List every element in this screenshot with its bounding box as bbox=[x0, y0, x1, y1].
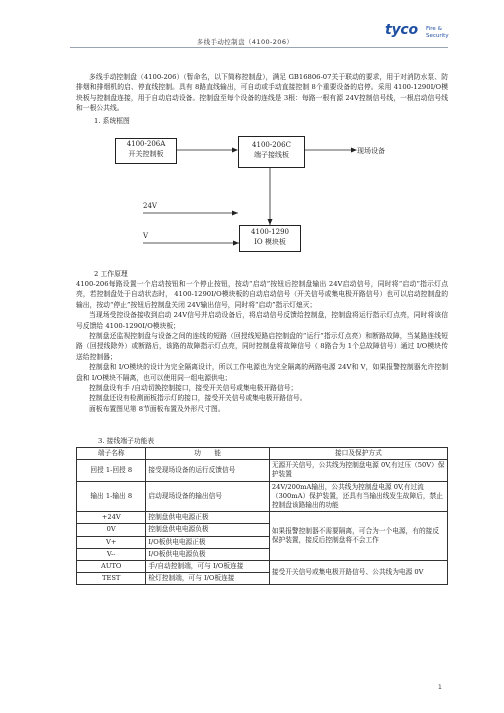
table-header-cell: 功 能 bbox=[146, 448, 269, 460]
table-cell-interface: 24V/200mA输出，公共线为控制盘电源 0V,有过流（300mA）保护装置，还具有当输出线发生故障后，禁止控制盘该路输出的功能 bbox=[269, 481, 447, 512]
logo-wordmark: tyco bbox=[385, 22, 418, 38]
table-cell-name: +24V bbox=[77, 512, 146, 524]
table-cell-interface: 无源开关信号，公共线为控制盘电源 0V,有过压（50V）保护装置 bbox=[269, 460, 447, 481]
table-row bbox=[77, 460, 448, 481]
box-c-name: 端子接线板 bbox=[254, 151, 289, 159]
label-24v: 24V bbox=[143, 202, 157, 210]
page-header-title: 多线手动控制盘（4100-206） bbox=[196, 38, 294, 46]
label-field-devices: 现场设备 bbox=[357, 147, 385, 155]
work-paragraph: 4100-206每路设置一个启动按钮和一个停止按钮，按动“启动”按钮后控制盘输出 24V启动信号，同时将“启动”指示灯点亮，若控制盘处于自动状态时， 4100-1290I/O模块板的自动启动信号（开关信号或集电极开路信号）也可以启动控制盘的输出，按动“停止”按钮后控制盘关闭 24V输出信号，同时将“启动”指示灯熄灭； bbox=[76, 280, 448, 309]
box-4100-1290 bbox=[239, 225, 301, 252]
table-cell-interface: 如果报警控制器不需要隔离，可合为一个电源，有的接反保护装置，接反后控制盘将不会工作 bbox=[269, 512, 447, 561]
table-row bbox=[77, 561, 448, 573]
work-paragraph: 控制盘和 I/O模块的设计为完全隔离设计，所以工作电源也为完全隔离的两路电源 24V和 V，如果报警控制器允许控制盘和 I/O模块不隔离，也可以使用同一组电源供电； bbox=[76, 363, 448, 382]
page-number: 1 bbox=[438, 684, 442, 691]
box-c-model: 4100-206C bbox=[252, 141, 291, 149]
work-paragraph: 控制盘设有手 /自动切换控制接口，接受开关信号或集电极开路信号； bbox=[89, 384, 298, 393]
logo-tag-line-1: Fire & bbox=[426, 26, 442, 32]
box-io-model: 4100-1290 bbox=[251, 228, 289, 236]
terminal-function-table bbox=[76, 447, 448, 585]
table-cell-name: TEST bbox=[77, 573, 146, 585]
table-cell-name: AUTO bbox=[77, 561, 146, 573]
work-paragraph: 控制盘还监视控制盘与设备之间的连线的短路（回授线短路启控制盘的“运行”指示灯点亮）和断路故障，当某路连线短路（回授线除外）或断路后，该路的故障指示灯点亮，同时控制盘将故障信号（ 8路合为 1个总故障信号）通过 I/O模块传送给控制器； bbox=[76, 332, 448, 361]
box-a-name: 开关控制板 bbox=[128, 150, 164, 158]
table-row bbox=[77, 481, 448, 512]
work-paragraph: 当现场受控设备接收到启动 24V信号并启动设备后，将启动信号反馈给控制盘，控制盘将运行指示灯点亮，同时将该信号反馈给 4100-1290I/O模块板； bbox=[76, 311, 448, 330]
section-3-heading: 3. 接线端子功能表 bbox=[98, 437, 155, 445]
table-cell-interface: 接受开关信号或集电极开路信号、公共线为电源 0V bbox=[269, 561, 447, 585]
work-paragraph: 控制盘还设有检测面板指示灯的接口，接受开关信号或集电极开路信号。 bbox=[89, 394, 307, 403]
table-row bbox=[77, 512, 448, 524]
table-header-cell: 接口及保护方式 bbox=[269, 448, 447, 460]
table-cell-function: 检灯控制端，可与 I/O板连接 bbox=[146, 573, 269, 585]
table-header-row bbox=[77, 448, 448, 460]
table-cell-name: 0V bbox=[77, 524, 146, 536]
logo-tag-line-2: Security bbox=[426, 32, 449, 39]
table-cell-function: 控制盘供电电源负极 bbox=[146, 524, 269, 536]
section-2-heading: 2 工作原理 bbox=[94, 270, 128, 278]
tyco-logo bbox=[385, 22, 455, 50]
arrowhead-24v bbox=[232, 211, 238, 216]
header-divider bbox=[70, 47, 448, 48]
table-cell-name: V-- bbox=[77, 548, 146, 560]
section-1-heading: 1. 系统框图 bbox=[94, 117, 130, 125]
table-cell-function: 接受现场设备的运行反馈信号 bbox=[146, 460, 269, 481]
table-cell-name: 回授 1-回授 8 bbox=[77, 460, 146, 481]
table-cell-function: 启动现场设备的输出信号 bbox=[146, 481, 269, 512]
table-cell-function: 手/自动控制端，可与 I/O板连接 bbox=[146, 561, 269, 573]
table-cell-function: I/O板供电电源负极 bbox=[146, 548, 269, 560]
table-cell-name: V+ bbox=[77, 536, 146, 548]
label-v: V bbox=[143, 232, 149, 240]
work-paragraph: 面板布置图见第 8节面板布置及外形尺寸图。 bbox=[89, 404, 225, 413]
logo-tagline bbox=[426, 26, 449, 39]
table-header-cell: 端子名称 bbox=[77, 448, 146, 460]
box-io-name: IO 模块板 bbox=[254, 238, 286, 246]
box-4100-206a bbox=[115, 138, 177, 164]
box-4100-206c bbox=[238, 136, 305, 168]
intro-paragraph: 多线手动控制盘（4100-206）（暂命名，以下简称控制盘），满足 GB16806-07关于联动的要求，用于对消防水泵、防排烟和排烟机的启、停直线控制。具有 8路直线输出，可自动或手动直接控制 8个重要设备的启停。采用 4100-1290I/O模块板与控制盘连接，用于自动启动设备。控制盘至每个设备的连线是 3根：每路一根有源 24V控制信号线，一根启动信号线和一根公共线。 bbox=[76, 73, 448, 113]
box-a-model: 4100-206A bbox=[126, 140, 166, 148]
table-cell-name: 输出 1-输出 8 bbox=[77, 481, 146, 512]
table-cell-function: 控制盘供电电源正极 bbox=[146, 512, 269, 524]
working-principle-text bbox=[76, 279, 448, 414]
table-cell-function: I/O板供电电源正极 bbox=[146, 536, 269, 548]
